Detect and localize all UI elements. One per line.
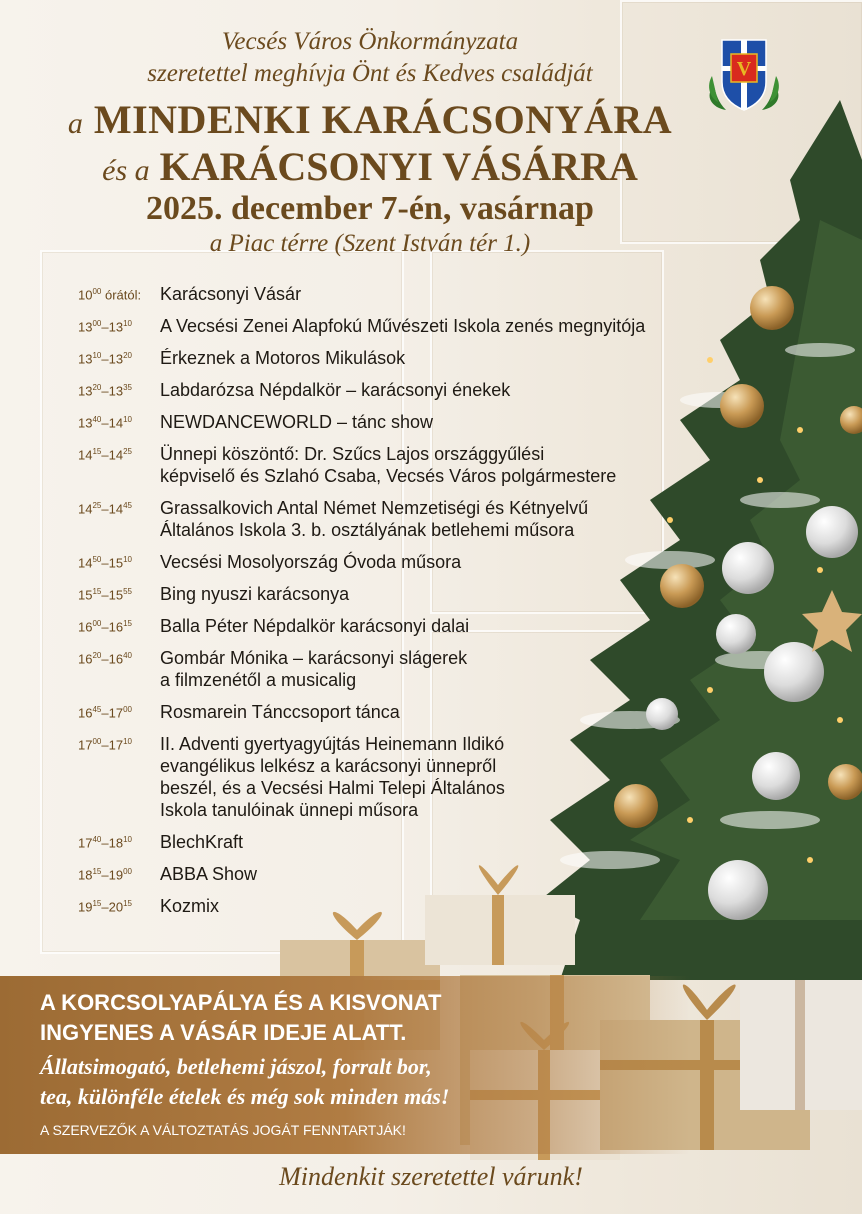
event-title-1-main: MINDENKI KARÁCSONYÁRA: [93, 97, 673, 142]
schedule-activity: [160, 347, 405, 369]
start-minute: 15: [92, 587, 102, 596]
activity-line: beszél, és a Vecsési Halmi Telepi Általános: [160, 778, 505, 798]
activity-line: evangélikus lelkész a karácsonyi ünnepről: [160, 756, 497, 776]
schedule-row: [78, 411, 718, 433]
time-separator: –: [101, 619, 109, 635]
schedule-time: [78, 895, 160, 917]
activity-line: Általános Iskola 3. b. osztályának betlehemi műsora: [160, 520, 575, 540]
end-hour: 13: [108, 351, 124, 367]
time-separator: –: [101, 737, 109, 753]
program-schedule: [78, 283, 718, 927]
activity-line: Rosmarein Tánccsoport tánca: [160, 702, 400, 722]
time-separator: –: [101, 319, 109, 335]
schedule-time: [78, 283, 160, 305]
event-title-1: [0, 96, 740, 143]
time-separator: –: [101, 587, 109, 603]
schedule-time: [78, 831, 160, 853]
crest-letter: V: [736, 58, 752, 80]
schedule-row: [78, 283, 718, 305]
activity-line: II. Adventi gyertyagyújtás Heinemann Ildikó: [160, 734, 505, 754]
start-minute: 15: [92, 899, 102, 908]
schedule-row: [78, 583, 718, 605]
schedule-time: [78, 863, 160, 885]
time-separator: –: [101, 383, 109, 399]
schedule-activity: [160, 831, 243, 853]
activity-line: A Vecsési Zenei Alapfokú Művészeti Iskola zenés megnyitója: [160, 316, 646, 336]
invitation-line: szeretettel meghívja Önt és Kedves családját: [147, 60, 593, 87]
start-minute: 00: [92, 737, 102, 746]
time-suffix: órától:: [101, 287, 142, 303]
time-separator: –: [101, 835, 109, 851]
start-minute: 20: [92, 651, 102, 660]
activity-line: Érkeznek a Motoros Mikulások: [160, 348, 406, 368]
start-minute: 50: [92, 555, 102, 564]
end-minute: 00: [123, 867, 132, 876]
end-hour: 19: [108, 867, 124, 883]
end-minute: 15: [123, 619, 132, 628]
schedule-activity: [160, 551, 461, 573]
end-hour: 18: [108, 835, 124, 851]
end-hour: 13: [108, 319, 124, 335]
activity-line: BlechKraft: [160, 832, 244, 852]
end-hour: 13: [108, 383, 124, 399]
schedule-activity: [160, 411, 433, 433]
schedule-time: [78, 615, 160, 637]
end-hour: 17: [108, 705, 124, 721]
schedule-row: [78, 551, 718, 573]
start-hour: 16: [78, 619, 93, 635]
end-hour: 16: [108, 651, 124, 667]
closing-greeting: Mindenkit szeretettel várunk!: [279, 1162, 583, 1191]
schedule-activity: [160, 583, 349, 605]
end-minute: 00: [123, 705, 132, 714]
start-hour: 17: [78, 737, 93, 753]
end-minute: 15: [123, 899, 132, 908]
activity-line: Bing nyuszi karácsonya: [160, 584, 350, 604]
start-minute: 40: [92, 415, 102, 424]
banner-line-3: Állatsimogató, betlehemi jászol, forralt bor,: [40, 1054, 432, 1079]
schedule-time: [78, 583, 160, 605]
end-minute: 45: [123, 501, 132, 510]
start-minute: 20: [92, 383, 102, 392]
schedule-activity: [160, 283, 301, 305]
activity-line: képviselő és Szlahó Csaba, Vecsés Város polgármestere: [160, 466, 617, 486]
banner-line-2: INGYENES A VÁSÁR IDEJE ALATT.: [40, 1020, 407, 1045]
schedule-time: [78, 733, 160, 821]
schedule-row: [78, 347, 718, 369]
schedule-time: [78, 701, 160, 723]
start-minute: 15: [92, 867, 102, 876]
activity-line: ABBA Show: [160, 864, 258, 884]
end-minute: 55: [123, 587, 132, 596]
start-minute: 00: [92, 287, 102, 296]
event-title-2: [0, 143, 740, 190]
schedule-row: [78, 443, 718, 487]
end-hour: 15: [108, 555, 124, 571]
start-minute: 10: [92, 351, 102, 360]
end-minute: 10: [123, 737, 132, 746]
activity-line: Labdarózsa Népdalkör – karácsonyi énekek: [160, 380, 511, 400]
start-hour: 13: [78, 319, 93, 335]
time-separator: –: [101, 705, 109, 721]
time-separator: –: [101, 555, 109, 571]
activity-line: Vecsési Mosolyország Óvoda műsora: [160, 552, 462, 572]
schedule-activity: [160, 615, 469, 637]
schedule-row: [78, 863, 718, 885]
start-hour: 14: [78, 447, 93, 463]
event-title-2-main: KARÁCSONYI VÁSÁRRA: [159, 144, 638, 189]
activity-line: a filmzenétől a musicalig: [160, 670, 357, 690]
banner-disclaimer: A SZERVEZŐK A VÁLTOZTATÁS JOGÁT FENNTARTJÁK!: [40, 1122, 406, 1138]
info-banner: [0, 976, 862, 1154]
time-separator: –: [101, 867, 109, 883]
time-separator: –: [101, 415, 109, 431]
schedule-time: [78, 379, 160, 401]
end-hour: 15: [108, 587, 124, 603]
schedule-time: [78, 497, 160, 541]
time-separator: –: [101, 651, 109, 667]
event-title-1-prefix: a: [67, 107, 84, 140]
city-crest-icon: [704, 36, 784, 116]
schedule-row: [78, 895, 718, 917]
event-date: 2025. december 7-én, vasárnap: [146, 190, 594, 227]
time-separator: –: [101, 447, 109, 463]
event-title-2-prefix: és a: [102, 154, 150, 187]
activity-line: NEWDANCEWORLD – tánc show: [160, 412, 434, 432]
end-minute: 10: [123, 415, 132, 424]
end-minute: 10: [123, 835, 132, 844]
start-minute: 00: [92, 319, 102, 328]
end-hour: 14: [108, 415, 124, 431]
schedule-row: [78, 647, 718, 691]
start-hour: 14: [78, 555, 93, 571]
schedule-activity: [160, 863, 257, 885]
activity-line: Kozmix: [160, 896, 220, 916]
banner-line-4: tea, különféle ételek és még sok minden más!: [40, 1084, 450, 1109]
schedule-row: [78, 379, 718, 401]
time-separator: –: [101, 501, 109, 517]
schedule-activity: [160, 647, 467, 691]
start-minute: 40: [92, 835, 102, 844]
activity-line: Karácsonyi Vásár: [160, 284, 302, 304]
schedule-activity: [160, 497, 588, 541]
start-hour: 10: [78, 287, 93, 303]
end-hour: 14: [108, 447, 124, 463]
schedule-time: [78, 647, 160, 691]
end-minute: 35: [123, 383, 132, 392]
time-separator: –: [101, 351, 109, 367]
start-minute: 00: [92, 619, 102, 628]
end-minute: 10: [123, 319, 132, 328]
end-hour: 20: [108, 899, 124, 915]
schedule-row: [78, 615, 718, 637]
schedule-time: [78, 551, 160, 573]
schedule-activity: [160, 733, 505, 821]
activity-line: Grassalkovich Antal Német Nemzetiségi és Kétnyelvű: [160, 498, 589, 518]
schedule-row: [78, 497, 718, 541]
schedule-time: [78, 347, 160, 369]
activity-line: Ünnepi köszöntő: Dr. Szűcs Lajos országgyűlési: [160, 444, 545, 464]
time-separator: –: [101, 899, 109, 915]
start-hour: 13: [78, 383, 93, 399]
start-hour: 19: [78, 899, 93, 915]
start-hour: 18: [78, 867, 93, 883]
schedule-activity: [160, 895, 219, 917]
schedule-activity: [160, 315, 645, 337]
start-hour: 13: [78, 415, 93, 431]
start-minute: 45: [92, 705, 102, 714]
schedule-row: [78, 733, 718, 821]
schedule-activity: [160, 379, 510, 401]
banner-line-1: A KORCSOLYAPÁLYA ÉS A KISVONAT: [40, 990, 442, 1015]
start-hour: 17: [78, 835, 93, 851]
start-hour: 16: [78, 705, 93, 721]
end-hour: 16: [108, 619, 124, 635]
event-location: a Piac térre (Szent István tér 1.): [209, 230, 531, 257]
start-minute: 15: [92, 447, 102, 456]
schedule-row: [78, 831, 718, 853]
end-minute: 25: [123, 447, 132, 456]
start-hour: 13: [78, 351, 93, 367]
start-hour: 15: [78, 587, 93, 603]
start-hour: 14: [78, 501, 93, 517]
activity-line: Balla Péter Népdalkör karácsonyi dalai: [160, 616, 470, 636]
end-minute: 10: [123, 555, 132, 564]
schedule-activity: [160, 443, 616, 487]
end-hour: 17: [108, 737, 124, 753]
schedule-row: [78, 315, 718, 337]
end-minute: 20: [123, 351, 132, 360]
schedule-activity: [160, 701, 400, 723]
schedule-time: [78, 443, 160, 487]
schedule-time: [78, 315, 160, 337]
schedule-row: [78, 701, 718, 723]
schedule-time: [78, 411, 160, 433]
start-minute: 25: [92, 501, 102, 510]
activity-line: Iskola tanulóinak ünnepi műsora: [160, 800, 419, 820]
end-hour: 14: [108, 501, 124, 517]
start-hour: 16: [78, 651, 93, 667]
activity-line: Gombár Mónika – karácsonyi slágerek: [160, 648, 468, 668]
organizer-line: Vecsés Város Önkormányzata: [221, 28, 519, 55]
end-minute: 40: [123, 651, 132, 660]
